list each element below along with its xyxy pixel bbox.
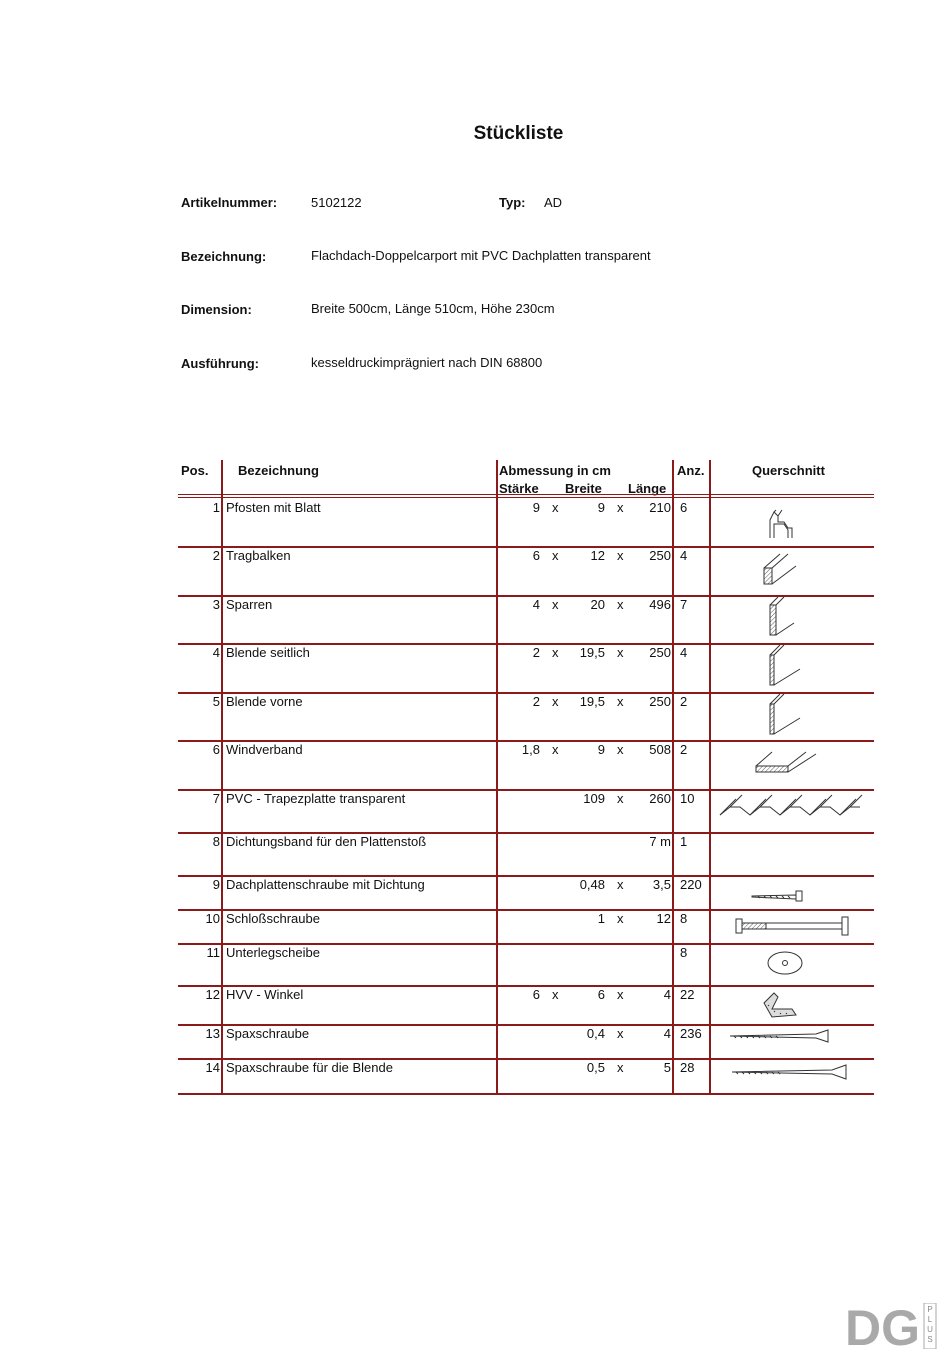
column-divider (709, 460, 711, 1094)
header-bezeichnung: Bezeichnung (238, 463, 319, 478)
row-anz: 22 (680, 987, 695, 1002)
row-name: Unterlegscheibe (226, 945, 320, 960)
row-breite: 9 (597, 742, 605, 757)
row-pos: 9 (212, 877, 220, 892)
row-anz: 2 (680, 694, 688, 709)
logo-side-text: P L U S (927, 1305, 933, 1344)
dimension-label: Dimension: (181, 302, 252, 317)
row-sep: x (617, 791, 624, 806)
bezeichnung-value: Flachdach-Doppelcarport mit PVC Dachplatten transparent (311, 248, 651, 263)
row-breite: 9 (597, 500, 605, 515)
ausfuehrung-value: kesseldruckimprägniert nach DIN 68800 (311, 355, 543, 370)
row-sep: x (617, 694, 624, 709)
row-breite: 0,48 (579, 877, 605, 892)
flat-board-icon (712, 740, 872, 789)
row-name: Blende seitlich (226, 645, 310, 660)
row-pos: 14 (205, 1060, 220, 1075)
corrugated-sheet-icon (712, 789, 872, 832)
row-pos: 2 (212, 548, 220, 563)
column-divider (496, 460, 498, 1094)
row-name: Spaxschraube (226, 1026, 310, 1041)
row-laenge: 260 (649, 791, 671, 806)
header-staerke: Stärke (499, 481, 539, 496)
beam-icon (712, 546, 872, 595)
header-abmessung: Abmessung in cm (499, 463, 611, 478)
row-name: PVC - Trapezplatte transparent (226, 791, 406, 806)
row-name: Blende vorne (226, 694, 303, 709)
row-pos: 6 (212, 742, 220, 757)
row-laenge: 496 (649, 597, 671, 612)
wood-screw-long-icon (712, 1058, 872, 1093)
typ-value: AD (544, 195, 563, 210)
row-sep: x (552, 548, 559, 563)
row-staerke: 1,8 (521, 742, 540, 757)
typ-label: Typ: (499, 195, 526, 210)
dg-plus-logo (845, 1303, 937, 1352)
column-divider (672, 460, 674, 1094)
row-name: HVV - Winkel (226, 987, 304, 1002)
row-staerke: 2 (532, 645, 540, 660)
wood-screw-icon (712, 1024, 872, 1058)
ausfuehrung-label: Ausführung: (181, 356, 259, 371)
post-with-notch-icon (712, 498, 872, 546)
row-laenge: 4 (663, 1026, 671, 1041)
row-breite: 109 (583, 791, 605, 806)
header-laenge: Länge (628, 481, 667, 496)
row-pos: 4 (212, 645, 220, 660)
row-anz: 6 (680, 500, 688, 515)
header-breite: Breite (565, 481, 602, 496)
row-laenge: 5 (663, 1060, 671, 1075)
row-pos: 10 (205, 911, 220, 926)
row-breite: 0,5 (586, 1060, 605, 1075)
row-laenge: 4 (663, 987, 671, 1002)
page-title: Stückliste (473, 123, 564, 144)
row-laenge: 250 (649, 645, 671, 660)
dimension-value: Breite 500cm, Länge 510cm, Höhe 230cm (311, 301, 555, 316)
logo-main-text: DG (845, 1303, 920, 1349)
fascia-board-icon (712, 643, 872, 692)
row-sep: x (552, 987, 559, 1002)
row-pos: 3 (212, 597, 220, 612)
row-breite: 1 (597, 911, 605, 926)
row-anz: 8 (680, 911, 688, 926)
roofing-screw-icon (712, 875, 872, 909)
row-sep: x (617, 645, 624, 660)
row-name: Tragbalken (226, 548, 291, 563)
header-anz: Anz. (677, 463, 705, 478)
row-pos: 13 (205, 1026, 220, 1041)
post-with-notch-icon (712, 498, 872, 546)
row-breite: 19,5 (579, 645, 605, 660)
row-breite: 19,5 (579, 694, 605, 709)
row-anz: 7 (680, 597, 688, 612)
row-laenge: 508 (649, 742, 671, 757)
row-breite: 20 (590, 597, 605, 612)
row-breite: 12 (590, 548, 605, 563)
bezeichnung-label: Bezeichnung: (181, 249, 267, 264)
row-name: Dachplattenschraube mit Dichtung (226, 877, 425, 892)
row-sep: x (617, 877, 624, 892)
row-anz: 1 (680, 834, 688, 849)
row-staerke: 6 (532, 548, 540, 563)
header-pos: Pos. (181, 463, 209, 478)
row-sep: x (617, 548, 624, 563)
angle-bracket-icon (712, 985, 872, 1024)
row-name: Schloßschraube (226, 911, 320, 926)
row-breite: 6 (597, 987, 605, 1002)
row-anz: 2 (680, 742, 688, 757)
artikelnummer-label: Artikelnummer: (181, 195, 278, 210)
row-pos: 7 (212, 791, 220, 806)
row-laenge: 7 m (649, 834, 671, 849)
row-pos: 1 (212, 500, 220, 515)
row-anz: 4 (680, 548, 688, 563)
row-sep: x (552, 500, 559, 515)
row-pos: 5 (212, 694, 220, 709)
row-staerke: 4 (532, 597, 540, 612)
row-sep: x (617, 742, 624, 757)
row-pos: 11 (206, 945, 220, 960)
row-breite: 0,4 (586, 1026, 605, 1041)
row-sep: x (617, 1026, 624, 1041)
row-sep: x (617, 1060, 624, 1075)
row-anz: 28 (680, 1060, 695, 1075)
row-name: Pfosten mit Blatt (226, 500, 321, 515)
row-laenge: 250 (649, 694, 671, 709)
wood-screw-icon (712, 1024, 872, 1058)
row-sep: x (552, 694, 559, 709)
row-anz: 236 (680, 1026, 702, 1041)
row-name: Spaxschraube für die Blende (226, 1060, 393, 1075)
row-anz: 10 (680, 791, 695, 806)
row-sep: x (552, 597, 559, 612)
row-sep: x (617, 911, 624, 926)
carriage-bolt-icon (712, 909, 872, 943)
row-staerke: 9 (532, 500, 540, 515)
row-pos: 12 (205, 987, 220, 1002)
row-anz: 4 (680, 645, 688, 660)
beam-icon (712, 546, 872, 595)
washer-icon (712, 943, 872, 985)
roofing-screw-icon (712, 875, 872, 909)
fascia-board-icon (712, 692, 872, 740)
row-pos: 8 (212, 834, 220, 849)
row-laenge: 12 (656, 911, 671, 926)
header-querschnitt: Querschnitt (752, 463, 825, 478)
row-separator (178, 1093, 874, 1095)
row-laenge: 3,5 (652, 877, 671, 892)
rafter-icon (712, 595, 872, 643)
flat-board-icon (712, 740, 872, 789)
carriage-bolt-icon (712, 909, 872, 943)
row-sep: x (552, 742, 559, 757)
row-staerke: 2 (532, 694, 540, 709)
angle-bracket-icon (712, 985, 872, 1024)
row-laenge: 250 (649, 548, 671, 563)
washer-icon (712, 943, 872, 985)
column-divider (221, 460, 223, 1094)
fascia-board-icon (712, 692, 872, 740)
row-sep: x (617, 987, 624, 1002)
row-anz: 8 (680, 945, 688, 960)
row-sep: x (617, 500, 624, 515)
row-name: Dichtungsband für den Plattenstoß (226, 834, 427, 849)
row-staerke: 6 (532, 987, 540, 1002)
wood-screw-long-icon (712, 1058, 872, 1093)
row-name: Sparren (226, 597, 273, 612)
row-laenge: 210 (649, 500, 671, 515)
dg-logo-icon (845, 1303, 937, 1349)
row-name: Windverband (226, 742, 303, 757)
corrugated-sheet-icon (712, 789, 872, 832)
rafter-icon (712, 595, 872, 643)
row-sep: x (552, 645, 559, 660)
artikelnummer-value: 5102122 (311, 195, 362, 210)
fascia-board-icon (712, 643, 872, 692)
row-sep: x (617, 597, 624, 612)
row-anz: 220 (680, 877, 702, 892)
